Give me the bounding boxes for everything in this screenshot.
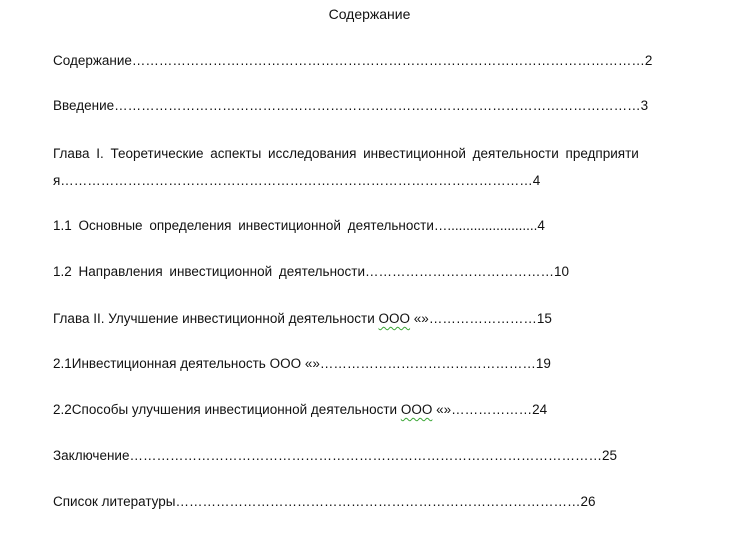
toc-entry-2-2-page: «»………………24: [432, 402, 548, 417]
toc-title: Содержание: [328, 6, 411, 22]
toc-entry-1-2: 1.2 Направления инвестиционной деятельности……………………………………10: [53, 264, 570, 279]
toc-entry-1-1: 1.1 Основные определения инвестиционной деятельности…........................4: [53, 218, 545, 233]
toc-entry-conclusion: Заключение……………………………………………………………………………………………25: [53, 448, 617, 463]
spellcheck-flagged-word: ООО: [378, 311, 411, 326]
toc-entry-chapter-2-text: Глава II. Улучшение инвестиционной деятельности: [53, 311, 379, 326]
toc-entry-chapter-2-page: «»……………………15: [410, 311, 552, 326]
toc-entry-references: Список литературы………………………………………………………………………………26: [53, 494, 596, 509]
toc-entry-2-2: [53, 401, 547, 419]
toc-entry-chapter-1: Глава I. Теоретические аспекты исследования инвестиционной деятельности предприяти: [53, 146, 639, 161]
spellcheck-flagged-word: ООО: [400, 402, 433, 417]
toc-entry-2-1: 2.1Инвестиционная деятельность ООО «»…………………………………………19: [53, 356, 551, 371]
toc-entry-chapter-2: [53, 310, 552, 328]
toc-entry-chapter-1-continued: я……………………………………………………………………………………………4: [53, 173, 541, 188]
toc-entry-2-2-text: 2.2Способы улучшения инвестиционной деятельности: [53, 402, 401, 417]
toc-entry-introduction: Введение………………………………………………………………………………………………………3: [53, 98, 649, 113]
toc-entry-contents: Содержание……………………………………………………………………………………………………2: [53, 53, 653, 68]
